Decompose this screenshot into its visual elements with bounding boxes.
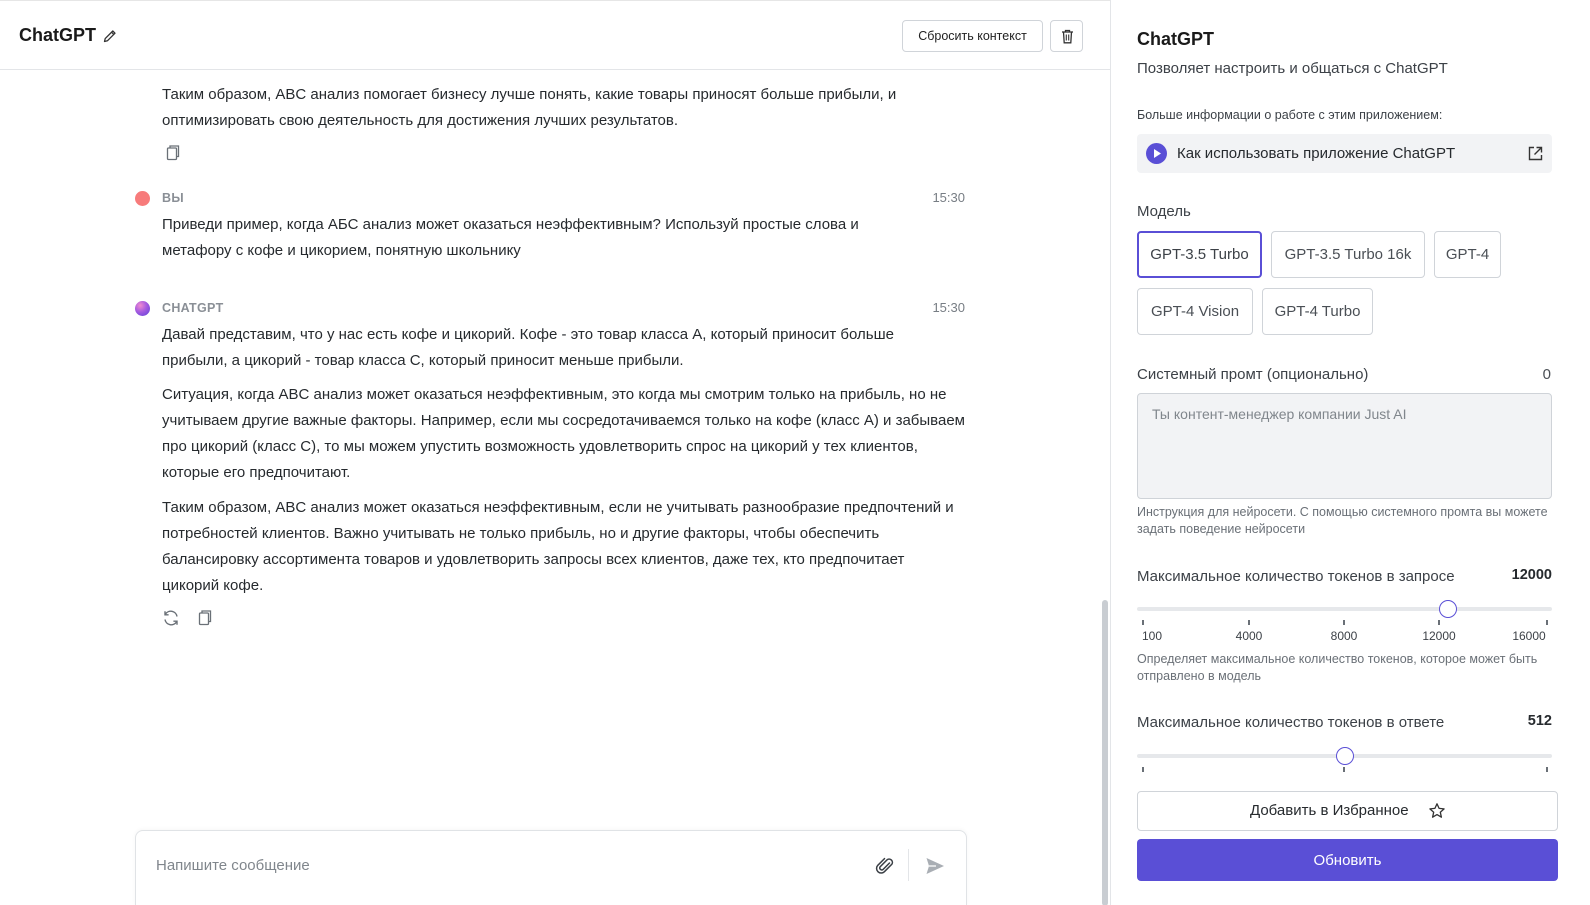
panel-title: ChatGPT bbox=[1137, 29, 1215, 49]
slider-tick bbox=[1546, 767, 1548, 772]
message-time: 15:30 bbox=[932, 300, 965, 315]
trash-icon bbox=[1061, 29, 1074, 44]
request-tokens-slider-track[interactable] bbox=[1137, 607, 1552, 611]
slider-tick-label: 12000 bbox=[1422, 629, 1456, 643]
model-option-gpt-4[interactable]: GPT-4 bbox=[1434, 231, 1501, 278]
send-icon[interactable] bbox=[924, 855, 946, 877]
paperclip-icon[interactable] bbox=[874, 855, 896, 877]
request-tokens-hint: Определяет максимальное количество токенов, которое может быть отправлено в модель bbox=[1137, 652, 1538, 683]
reset-context-button[interactable]: Сбросить контекст bbox=[902, 20, 1043, 52]
slider-tick bbox=[1343, 620, 1345, 625]
slider-tick bbox=[1343, 767, 1345, 772]
info-label: Больше информации о работе с этим приложением: bbox=[1137, 108, 1443, 122]
message-input[interactable] bbox=[156, 853, 856, 877]
pencil-icon[interactable] bbox=[102, 28, 118, 44]
model-label: Модель bbox=[1137, 203, 1191, 220]
howto-label: Как использовать приложение ChatGPT bbox=[1177, 145, 1456, 162]
regenerate-icon[interactable] bbox=[161, 608, 181, 628]
favorites-label: Добавить в Избранное bbox=[1250, 802, 1409, 819]
message-text: Таким образом, ABC анализ помогает бизнесу лучше понять, какие товары приносят больше прибыли, и оптимизировать свою деятельность для достижения лучших результатов. bbox=[162, 86, 897, 129]
slider-tick-label: 4000 bbox=[1235, 629, 1263, 643]
system-prompt-counter: 0 bbox=[1542, 366, 1551, 383]
chat-header bbox=[0, 1, 1110, 70]
system-prompt-hint: Инструкция для нейросети. С помощью системного промта вы можете задать поведение нейросети bbox=[1137, 505, 1548, 536]
system-prompt-input[interactable] bbox=[1137, 393, 1552, 499]
message-time: 15:30 bbox=[932, 190, 965, 205]
message-paragraph: Таким образом, ABC анализ может оказаться неэффективным, если не учитывать разнообразие предпочтений и потребностей клиентов. Важно учитывать не только прибыль, но и другие факторы, чтобы обеспечить балансировку ассортимента товаров и удовлетворить запросы всех клиентов, даже тех, кто предпочитает цикорий кофе. bbox=[162, 499, 954, 594]
model-option-gpt-4-vision[interactable]: GPT-4 Vision bbox=[1137, 288, 1253, 335]
slider-tick-label: 100 bbox=[1141, 629, 1163, 643]
user-avatar bbox=[135, 191, 150, 206]
slider-tick-label: 16000 bbox=[1512, 629, 1546, 643]
chat-scrollbar[interactable] bbox=[1102, 600, 1108, 905]
response-tokens-slider-thumb[interactable] bbox=[1336, 747, 1354, 765]
message-text: Приведи пример, когда АБС анализ может оказаться неэффективным? Используй простые слова и метафору с кофе и цикорием, понятную школьнику bbox=[162, 216, 859, 259]
model-option-gpt-3-5-turbo-16k[interactable]: GPT-3.5 Turbo 16k bbox=[1271, 231, 1425, 278]
panel-subtitle: Позволяет настроить и общаться с ChatGPT bbox=[1137, 60, 1448, 77]
external-link-icon bbox=[1527, 145, 1544, 162]
play-icon bbox=[1146, 143, 1167, 164]
slider-tick bbox=[1142, 620, 1144, 625]
request-tokens-label: Максимальное количество токенов в запросе bbox=[1137, 568, 1455, 585]
settings-panel bbox=[1110, 0, 1590, 905]
request-tokens-value: 12000 bbox=[1511, 567, 1552, 583]
message-composer bbox=[135, 830, 967, 905]
request-tokens-slider-thumb[interactable] bbox=[1439, 600, 1457, 618]
add-to-favorites-button[interactable] bbox=[1137, 791, 1558, 831]
composer-divider bbox=[908, 849, 909, 881]
chat-title: ChatGPT bbox=[19, 25, 97, 45]
slider-tick bbox=[1546, 620, 1548, 625]
slider-tick-label: 8000 bbox=[1330, 629, 1358, 643]
response-tokens-label: Максимальное количество токенов в ответе bbox=[1137, 714, 1445, 731]
chatgpt-avatar bbox=[135, 301, 150, 316]
copy-icon[interactable] bbox=[194, 608, 214, 628]
slider-tick bbox=[1248, 620, 1250, 625]
howto-link[interactable] bbox=[1137, 134, 1552, 173]
model-option-gpt-3-5-turbo[interactable]: GPT-3.5 Turbo bbox=[1137, 231, 1262, 278]
message-paragraph: Ситуация, когда ABC анализ может оказаться неэффективным, это когда мы смотрим только на прибыль, но не учитываем другие важные факторы. Например, если мы сосредотачиваемся только на кофе (класс A) и забываем про цикорий (класс C), то мы можем упустить возможность удовлетворить спрос на цикорий у тех клиентов, которые его предпочитают. bbox=[162, 386, 965, 481]
slider-tick bbox=[1438, 620, 1440, 625]
system-prompt-label: Системный промт (опционально) bbox=[1137, 366, 1369, 383]
model-option-gpt-4-turbo[interactable]: GPT-4 Turbo bbox=[1262, 288, 1373, 335]
update-button[interactable]: Обновить bbox=[1137, 839, 1558, 881]
message-sender: ВЫ bbox=[162, 191, 184, 205]
message-paragraph: Давай представим, что у нас есть кофе и цикорий. Кофе - это товар класса A, который приносит больше прибыли, а цикорий - товар класса C, который приносит меньше прибыли. bbox=[162, 326, 894, 369]
star-icon bbox=[1428, 802, 1446, 820]
message-sender: CHATGPT bbox=[162, 301, 224, 315]
slider-tick bbox=[1142, 767, 1144, 772]
response-tokens-value: 512 bbox=[1527, 713, 1552, 729]
delete-chat-button[interactable] bbox=[1050, 20, 1083, 52]
copy-icon[interactable] bbox=[162, 143, 182, 163]
